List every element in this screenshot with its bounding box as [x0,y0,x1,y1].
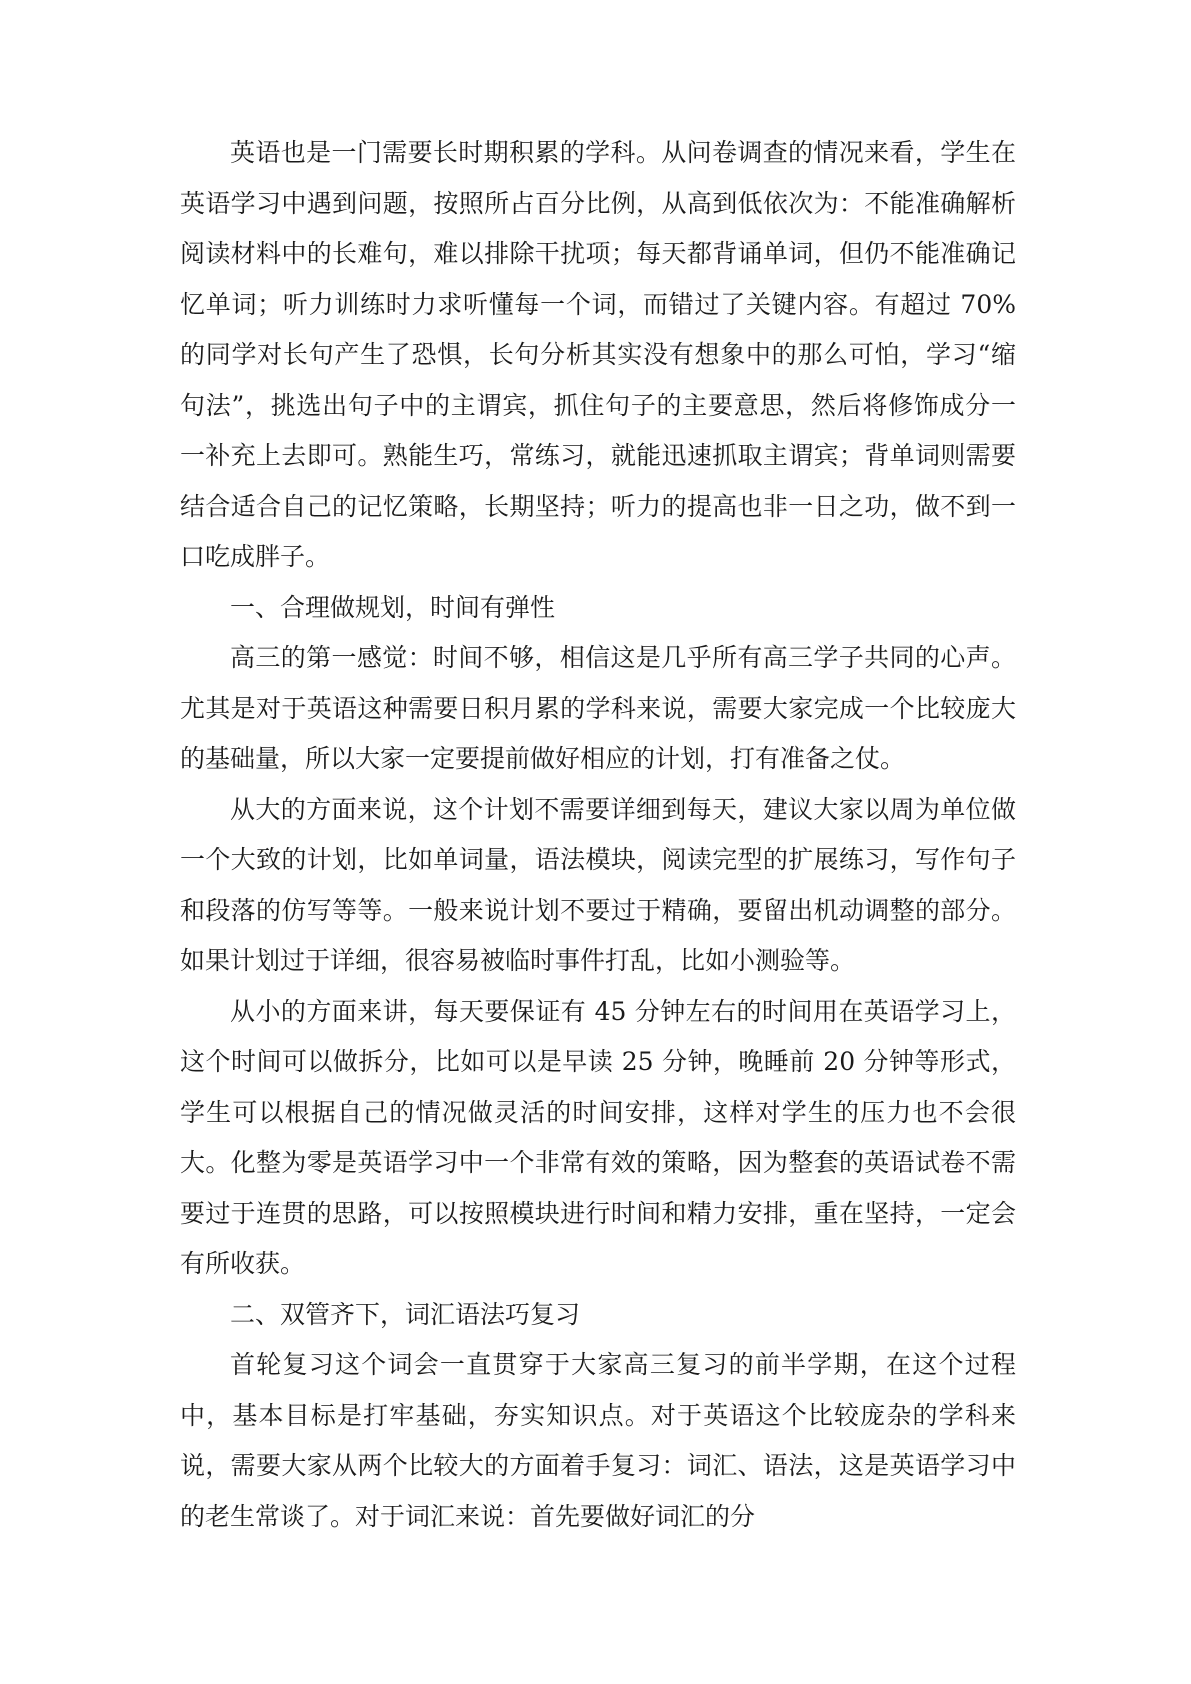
section-heading-1: 一、合理做规划，时间有弹性 [230,592,556,622]
section-heading-2: 二、双管齐下，词汇语法巧复习 [230,1299,581,1329]
paragraph-first-review: 首轮复习这个词会一直贯穿于大家高三复习的前半学期，在这个过程中，基本目标是打牢基础，夯实知识点。对于英语这个比较庞杂的学科来说，需要大家从两个比较大的方面着手复习：词汇、语法，这是英语学习中的老生常谈了。对于词汇来说：首先要做好词汇的分 [180,1350,1016,1531]
paragraph-big-plan: 从大的方面来说，这个计划不需要详细到每天，建议大家以周为单位做一个大致的计划，比如单词量，语法模块，阅读完型的扩展练习，写作句子和段落的仿写等等。一般来说计划不要过于精确，要留出机动调整的部分。如果计划过于详细，很容易被临时事件打乱，比如小测验等。 [180,794,1016,975]
paragraph-small-plan: 从小的方面来讲，每天要保证有 45 分钟左右的时间用在英语学习上，这个时间可以做拆分，比如可以是早读 25 分钟，晚睡前 20 分钟等形式，学生可以根据自己的情况做灵活的时间安排，这样对学生的压力也不会很大。化整为零是英语学习中一个非常有效的策略，因为整套的英语试卷不需要过于连贯的思路，可以按照模块进行时间和精力安排，重在坚持，一定会有所收获。 [180,996,1016,1278]
paragraph-time-feeling: 高三的第一感觉：时间不够，相信这是几乎所有高三学子共同的心声。尤其是对于英语这种需要日积月累的学科来说，需要大家完成一个比较庞大的基础量，所以大家一定要提前做好相应的计划，打有准备之仗。 [180,643,1016,773]
document-body [180,128,1016,1542]
paragraph-intro: 英语也是一门需要长时期积累的学科。从问卷调查的情况来看，学生在英语学习中遇到问题，按照所占百分比例，从高到低依次为：不能准确解析阅读材料中的长难句，难以排除干扰项；每天都背诵单词，但仍不能准确记忆单词；听力训练时力求听懂每一个词，而错过了关键内容。有超过 70% 的同学对长句产生了恐惧，长句分析其实没有想象中的那么可怕，学习“缩句法”，挑选出句子中的主谓宾，抓住句子的主要意思，然后将修饰成分一一补充上去即可。熟能生巧，常练习，就能迅速抓取主谓宾；背单词则需要结合适合自己的记忆策略，长期坚持；听力的提高也非一日之功，做不到一口吃成胖子。 [180,138,1016,571]
